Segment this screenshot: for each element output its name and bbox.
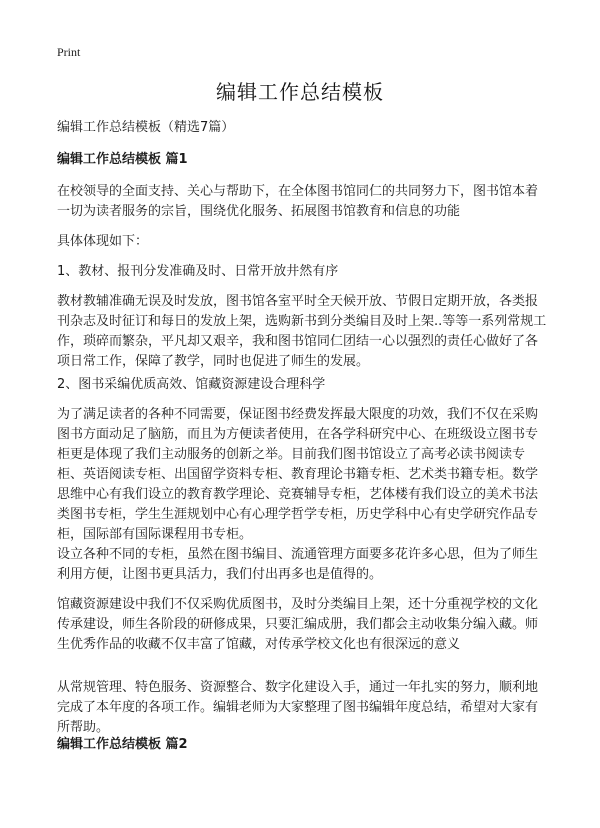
paragraph-4: 教材教辅准确无误及时发放，图书馆各室平时全天候开放、节假日定期开放，各类报刊杂志及时征订和每日的发放上架，选购新书到分类编目及时上架..等等一系列常规工作，琐碎而繁杂，平凡却又艰辛，我和图书馆同仁团结一心以强烈的责任心做好了各项日常工作，保障了教学，同时也促进了师生的发展。 <box>57 294 547 369</box>
section-heading-2: 编辑工作总结模板 篇2 <box>57 737 188 752</box>
paragraph-8: 馆藏资源建设中我们不仅采购优质图书，及时分类编目上架，还十分重视学校的文化传承建设，师生各阶段的研修成果，只要汇编成册，我们都会主动收集分编入藏。师生优秀作品的收藏不仅丰富了馆藏，对传承学校文化也有很深远的意义 <box>57 597 539 652</box>
paragraph-7: 设立各种不同的专柜，虽然在图书编目、流通管理方面要多花许多心思，但为了师生利用方便，让图书更具活力，我们付出再多也是值得的。 <box>57 547 539 582</box>
print-label[interactable]: Print <box>57 45 81 59</box>
document-subtitle: 编辑工作总结模板（精选7篇） <box>57 120 235 135</box>
paragraph-3: 1、教材、报刊分发准确及时、日常开放井然有序 <box>57 264 339 279</box>
paragraph-9: 从常规管理、特色服务、资源整合、数字化建设入手，通过一年扎实的努力，顺利地完成了本年度的各项工作。编辑老师为大家整理了图书编辑年度总结，希望对大家有所帮助。 <box>57 680 539 735</box>
page-title: 编辑工作总结模板 <box>216 80 384 104</box>
paragraph-2: 具体体现如下： <box>57 234 149 249</box>
paragraph-1: 在校领导的全面支持、关心与帮助下，在全体图书馆同仁的共同努力下，图书馆本着一切为读者服务的宗旨，围绕优化服务、拓展图书馆教育和信息的功能 <box>57 184 539 219</box>
paragraph-6: 为了满足读者的各种不同需要，保证图书经费发挥最大限度的功效，我们不仅在采购图书方面动足了脑筋，而且为方便读者使用，在各学科研究中心、在班级设立图书专柜更是体现了我们主动服务的创新之举。目前我们图书馆设立了高考必读书阅读专柜、英语阅读专柜、出国留学资料专柜、教育理论书籍专柜、艺术类书籍专柜。数学思维中心有我们设立的教育教学理论、竞赛辅导专柜，艺体楼有我们设立的美术书法类图书专柜，学生生涯规划中心有心理学哲学专柜，历史学科中心有史学研究作品专柜，国际部有国际课程用书专柜。 <box>57 407 539 542</box>
paragraph-5: 2、图书采编优质高效、馆藏资源建设合理科学 <box>57 377 326 392</box>
section-heading-1: 编辑工作总结模板 篇1 <box>57 152 188 167</box>
